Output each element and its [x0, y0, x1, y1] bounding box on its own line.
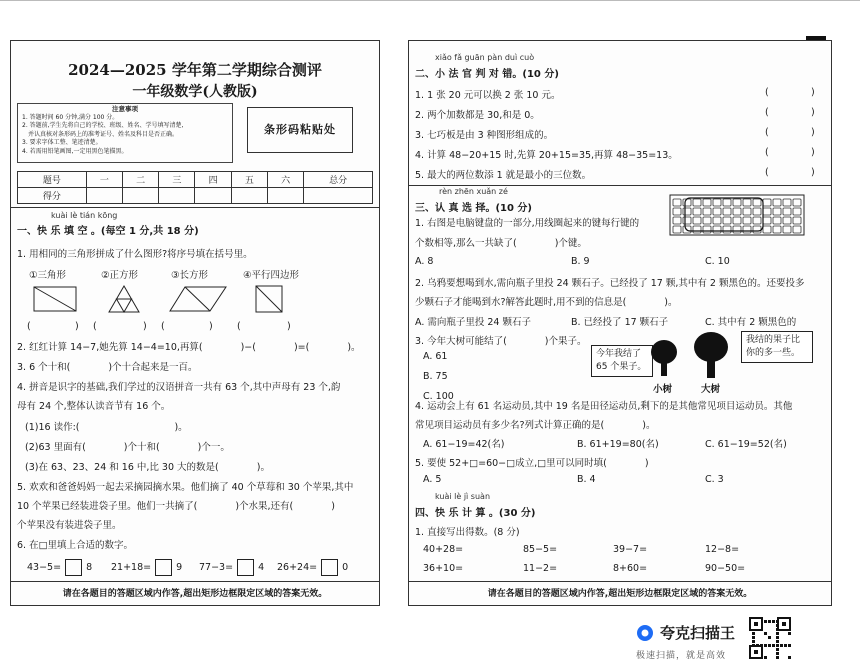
notice-title: 注意事项 — [112, 105, 138, 113]
fill-item-suffix: 8 — [86, 562, 93, 573]
notice-box — [17, 103, 233, 163]
calc-item: 39−7= — [613, 544, 648, 555]
keyboard-key — [783, 226, 791, 233]
choice-2-option-c: C. 其中有 2 颗黑色的 — [705, 317, 797, 328]
keyboard-key — [673, 199, 681, 206]
qr-code-icon — [748, 616, 792, 660]
keyboard-key — [793, 208, 801, 215]
score-cell[interactable] — [86, 188, 122, 204]
question-4-1: (1)16 读作:( )。 — [25, 422, 188, 433]
qr-module — [764, 632, 767, 635]
qr-module — [768, 620, 771, 623]
answer-paren-close: ) — [209, 321, 213, 332]
keyboard-key — [723, 199, 731, 206]
keyboard-key — [763, 226, 771, 233]
qr-module — [768, 644, 771, 647]
qr-module — [776, 644, 779, 647]
calc-item: 8+60= — [613, 563, 648, 574]
choice-1-option-a: A. 8 — [415, 256, 434, 267]
section2-title: 二、小 法 官 判 对 错。(10 分) — [415, 69, 559, 80]
keyboard-key — [683, 208, 691, 215]
qr-module — [776, 628, 779, 631]
judge-paren-open: ( — [765, 147, 769, 158]
small-tree-label: 小树 — [653, 384, 673, 395]
qr-module — [782, 622, 786, 626]
barcode-area: 条形码粘贴处 — [247, 107, 353, 153]
score-cell: 题号 — [18, 172, 87, 188]
judge-paren-close: ) — [811, 127, 815, 138]
keyboard-key — [683, 199, 691, 206]
section1-pinyin: kuài lè tián kōng — [51, 211, 118, 220]
qr-module — [776, 648, 779, 651]
qr-module — [752, 636, 755, 639]
keyboard-key — [753, 208, 761, 215]
qr-module — [776, 620, 779, 623]
section3-pinyin: rèn zhēn xuǎn zé — [439, 187, 508, 196]
qr-module — [788, 632, 791, 635]
fill-item — [277, 559, 348, 576]
answer-paren-close: ) — [287, 321, 291, 332]
keyboard-key — [783, 217, 791, 224]
top-edge-line — [0, 0, 860, 1]
choice-3-option-c: C. 100 — [423, 391, 454, 402]
calc-item: 36+10= — [423, 563, 464, 574]
judge-paren-close: ) — [811, 147, 815, 158]
choice-5: 5. 要使 52+□=60−□成立,□里可以同时填( ) — [415, 458, 649, 469]
footer-divider — [409, 581, 831, 582]
question-5-line2: 10 个苹果已经装进袋子里。他们一共摘了( )个水果,还有( ) — [17, 501, 335, 512]
notice-line: 并认真核对条形码上的准考证号、姓名及科目是否正确。 — [22, 130, 179, 138]
score-header-row — [18, 172, 373, 188]
keyboard-key — [743, 199, 751, 206]
qr-module — [752, 640, 755, 643]
keyboard-key — [703, 217, 711, 224]
qr-module — [776, 652, 779, 655]
keyboard-key — [703, 226, 711, 233]
qr-module — [776, 624, 779, 627]
qr-module — [768, 636, 771, 639]
keyboard-key — [763, 217, 771, 224]
question-2: 2. 红红计算 14−7,她先算 14−4=10,再算( )−( )=( )。 — [17, 342, 361, 353]
keyboard-key — [763, 199, 771, 206]
keyboard-key — [773, 199, 781, 206]
choice-2-line1: 2. 乌鸦要想喝到水,需向瓶子里投 24 颗石子。已经投了 17 颗,其中有 2 颗黑色的。还要投多 — [415, 278, 805, 289]
qr-module — [764, 644, 767, 647]
option-rectangle: ③长方形 — [171, 270, 209, 281]
qr-module — [752, 644, 755, 647]
qr-module — [754, 650, 758, 654]
choice-5-option-b: B. 4 — [577, 474, 596, 485]
score-cell: 五 — [231, 172, 267, 188]
question-1: 1. 用相同的三角形拼成了什么图形?将序号填在括号里。 — [17, 249, 253, 260]
answer-paren-open: ( — [237, 321, 241, 332]
score-cell[interactable] — [304, 188, 373, 204]
judge-item: 2. 两个加数都是 30,和是 0。 — [415, 110, 540, 121]
keyboard-key — [733, 226, 741, 233]
keyboard-key — [753, 199, 761, 206]
choice-1-option-c: C. 10 — [705, 256, 730, 267]
calc-item: 40+28= — [423, 544, 464, 555]
calc-item: 11−2= — [523, 563, 558, 574]
calc-item: 85−5= — [523, 544, 558, 555]
section3-title: 三、认 真 选 择。(10 分) — [415, 203, 532, 214]
section2-pinyin: xiǎo fǎ guān pàn duì cuò — [435, 53, 535, 62]
qr-module — [784, 644, 787, 647]
judge-paren-close: ) — [811, 107, 815, 118]
keyboard-key — [713, 217, 721, 224]
judge-paren-open: ( — [765, 167, 769, 178]
answer-paren-open: ( — [27, 321, 31, 332]
calc-item: 90−50= — [705, 563, 746, 574]
question-5-line3: 个苹果没有装进袋子里。 — [17, 520, 122, 531]
judge-item: 5. 最大的两位数添 1 就是最小的三位数。 — [415, 170, 592, 181]
choice-4-line2: 常见项目运动员有多少名?列式计算正确的是( )。 — [415, 420, 656, 431]
option-square: ②正方形 — [101, 270, 139, 281]
figure-square-split — [255, 285, 283, 313]
fill-item — [199, 559, 264, 576]
question-3: 3. 6 个十和( )个十合起来是一百。 — [17, 362, 198, 373]
qr-module — [776, 656, 779, 659]
qr-module — [772, 620, 775, 623]
choice-2-line2: 少颗石子才能喝到水?解答此题时,用不到的信息是( )。 — [415, 297, 678, 308]
keyboard-key — [733, 208, 741, 215]
notice-line: 3. 要求字体工整、笔迹清楚。 — [22, 139, 102, 147]
keyboard-key — [783, 199, 791, 206]
qr-module — [776, 632, 779, 635]
judge-paren-open: ( — [765, 87, 769, 98]
section4-title: 四、快 乐 计 算 。(30 分) — [415, 508, 536, 519]
footer-divider — [11, 581, 379, 582]
keyboard-key — [783, 208, 791, 215]
keyboard-key — [713, 208, 721, 215]
keyboard-key — [743, 208, 751, 215]
figure-triangle-grid — [107, 284, 141, 314]
left-page — [10, 40, 380, 606]
judge-item: 1. 1 张 20 元可以换 2 张 10 元。 — [415, 90, 561, 101]
judge-paren-open: ( — [765, 107, 769, 118]
keyboard-key — [673, 208, 681, 215]
keyboard-key — [703, 208, 711, 215]
notice-line: 4. 若需用铅笔画图,一定用黑色笔描黑。 — [22, 147, 128, 155]
score-cell[interactable] — [195, 188, 231, 204]
fill-item-suffix: 0 — [342, 562, 349, 573]
qr-module — [776, 640, 779, 643]
fill-box[interactable] — [155, 559, 172, 576]
question-4-3: (3)在 63、23、24 和 16 中,比 30 大的数是( )。 — [25, 462, 270, 473]
score-cell: 四 — [195, 172, 231, 188]
brand-slogan: 极速扫描，就是高效 — [636, 651, 727, 661]
option-triangle: ①三角形 — [29, 270, 67, 281]
keyboard-key — [723, 217, 731, 224]
keyboard-key — [773, 217, 781, 224]
fill-item — [27, 559, 92, 576]
qr-module — [788, 644, 791, 647]
section1-title: 一、快 乐 填 空 。(每空 1 分,共 18 分) — [17, 226, 199, 237]
figure-rectangle-split — [33, 286, 77, 312]
keyboard-key — [713, 226, 721, 233]
choice-4-option-a: A. 61−19=42(名) — [423, 439, 505, 450]
keyboard-key — [773, 208, 781, 215]
keyboard-key — [743, 217, 751, 224]
score-table — [17, 171, 373, 204]
qr-module — [754, 622, 758, 626]
fill-item-suffix: 4 — [258, 562, 265, 573]
big-tree-speech-bubble: 我结的果子比 你的多一些。 — [741, 331, 813, 363]
keyboard-key — [713, 199, 721, 206]
keyboard-key — [723, 226, 731, 233]
choice-4-option-b: B. 61+19=80(名) — [577, 439, 659, 450]
fill-item — [111, 559, 182, 576]
qr-module — [780, 644, 783, 647]
keyboard-key — [693, 208, 701, 215]
notice-line: 1. 答题时间 60 分钟,满分 100 分。 — [22, 113, 119, 121]
keyboard-key — [733, 199, 741, 206]
judge-item: 4. 计算 48−20+15 时,先算 20+15=35,再算 48−35=13。 — [415, 150, 678, 161]
qr-module — [752, 632, 755, 635]
score-cell: 一 — [86, 172, 122, 188]
answer-paren-open: ( — [161, 321, 165, 332]
fill-item-prefix: 21+18= — [111, 562, 152, 573]
question-5-line1: 5. 欢欢和爸爸妈妈一起去采摘园摘水果。他们摘了 40 个草莓和 30 个苹果,其中 — [17, 482, 354, 493]
small-tree-speech-bubble: 今年我结了 65 个果子。 — [591, 345, 653, 377]
keyboard-key — [753, 217, 761, 224]
big-tree-label: 大树 — [701, 384, 721, 395]
keyboard-key — [693, 217, 701, 224]
choice-3: 3. 今年大树可能结了( )个果子。 — [415, 336, 587, 347]
divider — [11, 207, 379, 208]
fill-item-prefix: 43−5= — [27, 562, 62, 573]
fill-box[interactable] — [65, 559, 82, 576]
qr-module — [764, 620, 767, 623]
exam-title: 2024—2025 学年第二学期综合测评 — [68, 61, 322, 79]
qr-module — [756, 644, 759, 647]
calc-item: 12−8= — [705, 544, 740, 555]
question-4-line2: 母有 24 个,整体认读音节有 16 个。 — [17, 401, 171, 412]
score-cell: 三 — [159, 172, 195, 188]
choice-3-option-b: B. 75 — [423, 371, 448, 382]
brand-logo-icon — [636, 624, 654, 642]
choice-4-line1: 4. 运动会上有 61 名运动员,其中 19 名是田径运动员,剩下的是其他常见项目运动员。其他 — [415, 401, 793, 412]
footer-note: 请在各题目的答题区域内作答,超出矩形边框限定区域的答案无效。 — [62, 589, 328, 599]
choice-4-option-c: C. 61−19=52(名) — [705, 439, 787, 450]
score-value-row — [18, 188, 373, 204]
score-cell[interactable] — [123, 188, 159, 204]
qr-module — [776, 636, 779, 639]
choice-5-option-c: C. 3 — [705, 474, 724, 485]
choice-2-option-a: A. 需向瓶子里投 24 颗石子 — [415, 317, 531, 328]
figure-parallelogram-split — [169, 286, 227, 312]
keyboard-key — [763, 208, 771, 215]
choice-2-option-b: B. 已经投了 17 颗石子 — [571, 317, 669, 328]
choice-1-line1: 1. 右图是电脑键盘的一部分,用线圈起来的键每行键的 — [415, 218, 640, 229]
choice-1-line2: 个数相等,那么一共缺了( )个键。 — [415, 238, 587, 249]
keyboard-key — [733, 217, 741, 224]
option-parallelogram: ④平行四边形 — [243, 270, 300, 281]
section4-pinyin: kuài lè jì suàn — [435, 492, 491, 501]
judge-paren-close: ) — [811, 87, 815, 98]
brand-name: 夸克扫描王 — [660, 624, 736, 642]
keyboard-key — [723, 208, 731, 215]
keyboard-key — [693, 226, 701, 233]
judge-item: 3. 七巧板是由 3 种图形组成的。 — [415, 130, 554, 141]
score-cell: 六 — [267, 172, 303, 188]
footer-note: 请在各题目的答题区域内作答,超出矩形边框限定区域的答案无效。 — [487, 589, 753, 599]
keyboard-key — [673, 217, 681, 224]
keyboard-key — [793, 226, 801, 233]
score-cell: 总分 — [304, 172, 373, 188]
keyboard-key — [793, 217, 801, 224]
answer-paren-open: ( — [93, 321, 97, 332]
fill-box[interactable] — [237, 559, 254, 576]
question-6: 6. 在□里填上合适的数字。 — [17, 540, 134, 551]
notice-line: 2. 答题前,学生先将自己的学校、班级、姓名、学号填写清楚, — [22, 122, 184, 130]
fill-box[interactable] — [321, 559, 338, 576]
choice-5-option-a: A. 5 — [423, 474, 442, 485]
keyboard-key — [743, 226, 751, 233]
qr-module — [764, 656, 767, 659]
fill-item-prefix: 26+24= — [277, 562, 318, 573]
judge-paren-close: ) — [811, 167, 815, 178]
qr-module — [788, 656, 791, 659]
keyboard-key — [693, 199, 701, 206]
score-cell[interactable] — [231, 188, 267, 204]
big-tree-icon — [693, 331, 729, 379]
exam-subtitle: 一年级数学(人教版) — [132, 84, 258, 100]
question-4-2: (2)63 里面有( )个十和( )个一。 — [25, 442, 230, 453]
fill-item-prefix: 77−3= — [199, 562, 234, 573]
small-tree-icon — [649, 339, 679, 377]
right-page — [408, 40, 832, 606]
keyboard-image — [669, 194, 805, 236]
keyboard-key — [703, 199, 711, 206]
answer-paren-close: ) — [143, 321, 147, 332]
score-cell[interactable] — [267, 188, 303, 204]
fill-item-suffix: 9 — [176, 562, 183, 573]
answer-paren-close: ) — [75, 321, 79, 332]
keyboard-key — [683, 217, 691, 224]
score-cell: 二 — [123, 172, 159, 188]
calc-title: 1. 直接写出得数。(8 分) — [415, 527, 520, 538]
keyboard-key — [753, 226, 761, 233]
keyboard-key — [793, 199, 801, 206]
qr-module — [772, 644, 775, 647]
choice-1-option-b: B. 9 — [571, 256, 590, 267]
score-cell: 得分 — [18, 188, 87, 204]
choice-3-option-a: A. 61 — [423, 351, 448, 362]
question-4-line1: 4. 拼音是识字的基础,我们学过的汉语拼音一共有 63 个,其中声母有 23 个,韵 — [17, 382, 341, 393]
judge-paren-open: ( — [765, 127, 769, 138]
score-cell[interactable] — [159, 188, 195, 204]
keyboard-key — [773, 226, 781, 233]
qr-module — [760, 644, 763, 647]
divider — [409, 185, 831, 186]
keyboard-key — [673, 226, 681, 233]
